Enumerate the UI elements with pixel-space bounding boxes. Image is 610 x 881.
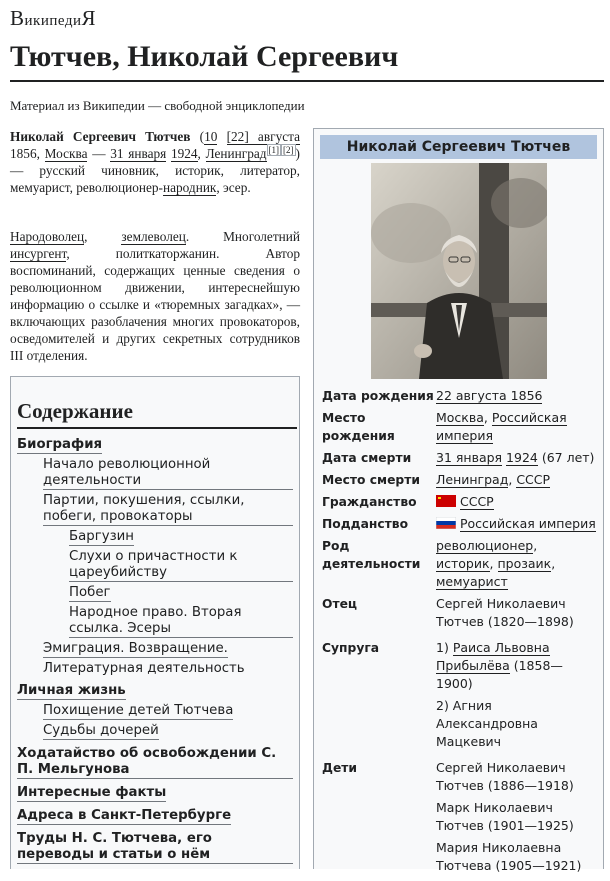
tagline: Материал из Википедии — свободной энциклопедии xyxy=(10,98,305,113)
link-revolutionary[interactable]: революционер xyxy=(436,538,534,553)
page-title: Тютчев, Николай Сергеевич xyxy=(10,40,399,73)
row-father xyxy=(320,593,597,637)
text-child-3: Мария Николаевна Тютчева (1905—1921) xyxy=(436,840,582,873)
link-insurgent[interactable]: инсургент xyxy=(10,246,67,261)
table-of-contents xyxy=(10,376,300,869)
row-citizenship xyxy=(320,491,597,513)
link-citizenship-ussr[interactable]: СССР xyxy=(460,494,494,509)
infobox-table xyxy=(320,385,597,881)
toc-item-works[interactable]: Труды Н. С. Тютчева, его переводы и статьи о нём xyxy=(17,831,293,864)
link-infobox-ussr[interactable]: СССР xyxy=(516,472,551,487)
link-birth-date[interactable]: [22] августа xyxy=(226,129,300,144)
text-child-1: Сергей Николаевич Тютчев (1886—1918) xyxy=(436,760,574,793)
text-description: ) — русский чиновник, историк, литератор, мемуарист, революционер- xyxy=(10,146,300,195)
text-end: , эсер. xyxy=(216,180,251,195)
site-logo-first: В xyxy=(10,6,25,30)
lead-name: Николай Сергеевич Тютчев xyxy=(10,129,191,144)
text-child-2: Марк Николаевич Тютчев (1901—1925) xyxy=(436,800,574,833)
label-birth-place: Место рождения xyxy=(322,411,395,443)
row-death-date xyxy=(320,447,597,469)
text-birth-year: 1856, xyxy=(10,146,45,161)
toc-item-facts[interactable]: Интересные факты xyxy=(17,785,167,800)
toc-item-escape[interactable]: Побег xyxy=(69,585,111,600)
toc-list xyxy=(17,437,293,864)
toc-item-revolution-start[interactable]: Начало революционной деятельности xyxy=(17,457,293,490)
text-sep: , xyxy=(84,229,122,244)
link-spouse-raisa[interactable]: Раиса Львовна Прибылёва xyxy=(436,640,550,673)
link-infobox-birth-date[interactable]: 22 августа 1856 xyxy=(436,388,543,403)
toc-title: Содержание xyxy=(17,399,297,429)
lead-paragraph-1: Николай Сергеевич Тютчев (10 [22] августа 1856, Москва — 31 января 1924, Ленинград [1] [2] ) — русский чиновник, историк, литератор, мемуарист, революционер-народник, эсер. xyxy=(10,129,300,195)
text-mid: . Многолетний xyxy=(185,229,300,244)
lead-paragraph-2 xyxy=(10,228,300,364)
toc-item-narodnoe-pravo[interactable]: Народное право. Вторая ссылка. Эсеры xyxy=(17,605,293,638)
link-subject-russian-empire[interactable]: Российская империя xyxy=(460,516,596,531)
row-birth-place xyxy=(320,407,597,447)
row-occupation: Род деятельности революционер, историк, прозаик, мемуарист xyxy=(320,535,597,593)
text-dash: — xyxy=(87,146,111,161)
sep-deathplace: , xyxy=(508,472,517,487)
label-occupation: Род деятельности xyxy=(322,539,421,571)
text-comma: , xyxy=(197,146,206,161)
label-birth-date: Дата рождения xyxy=(322,389,434,403)
ussr-flag-icon xyxy=(436,495,456,507)
toc-item-kidnapping[interactable]: Похищение детей Тютчева xyxy=(43,703,234,718)
link-infobox-moscow[interactable]: Москва xyxy=(436,410,484,425)
link-death-year[interactable]: 1924 xyxy=(170,146,198,161)
link-leningrad[interactable]: Ленинград xyxy=(205,146,267,161)
text-spouse-2: 2) Агния Александровна Мацкевич xyxy=(436,698,538,749)
link-narodovolets[interactable]: Народоволец xyxy=(10,229,85,244)
toc-item-parties[interactable]: Партии, покушения, ссылки, побеги, провокаторы xyxy=(17,493,293,526)
russian-empire-flag-icon xyxy=(436,517,456,529)
text-father: Сергей Николаевич Тютчев (1820—1898) xyxy=(436,596,574,629)
toc-item-daughters[interactable]: Судьбы дочерей xyxy=(43,723,159,738)
link-infobox-leningrad[interactable]: Ленинград xyxy=(436,472,509,487)
link-infobox-russian-empire[interactable]: Российская империя xyxy=(436,410,567,443)
link-prose-writer[interactable]: прозаик xyxy=(497,556,552,571)
row-subject xyxy=(320,513,597,535)
ref-1[interactable]: [1] xyxy=(268,144,280,155)
infobox-header: Николай Сергеевич Тютчев xyxy=(320,135,597,159)
link-memoirist[interactable]: мемуарист xyxy=(436,574,508,589)
site-logo[interactable] xyxy=(10,6,96,31)
label-death-place: Место смерти xyxy=(322,473,420,487)
toc-item-rumors[interactable]: Слухи о причастности к цареубийству xyxy=(17,549,293,582)
toc-item-petition[interactable]: Ходатайство об освобождении С. П. Мельгунова xyxy=(17,746,293,779)
row-death-place xyxy=(320,469,597,491)
infobox xyxy=(313,128,604,873)
link-zemlevolets[interactable]: землеволец xyxy=(121,229,186,244)
toc-item-addresses[interactable]: Адреса в Санкт-Петербурге xyxy=(17,808,232,823)
label-children: Дети xyxy=(322,761,358,775)
link-infobox-death-year[interactable]: 1924 xyxy=(506,450,538,465)
link-moscow[interactable]: Москва xyxy=(44,146,88,161)
title-divider xyxy=(10,80,604,82)
toc-item-barguzin[interactable]: Баргузин xyxy=(69,529,134,544)
text-age: (67 лет) xyxy=(537,450,595,465)
site-logo-last: Я xyxy=(81,6,97,30)
toc-item-literary[interactable]: Литературная деятельность xyxy=(43,661,245,676)
sep-birthplace: , xyxy=(483,410,492,425)
link-death-date[interactable]: 31 января xyxy=(110,146,167,161)
label-citizenship: Гражданство xyxy=(322,495,417,509)
label-death-date: Дата смерти xyxy=(322,451,412,465)
row-spouse: Супруга 1) Раиса Львовна Прибылёва (1858—1900) 2) Агния Александровна Мацкевич xyxy=(320,637,597,757)
toc-item-biography[interactable]: Биография xyxy=(17,437,103,452)
link-old-style-date[interactable]: 10 xyxy=(204,129,218,144)
label-father: Отец xyxy=(322,597,358,611)
toc-item-emigration[interactable]: Эмиграция. Возвращение. xyxy=(43,641,228,656)
link-infobox-death-date[interactable]: 31 января xyxy=(436,450,503,465)
row-children xyxy=(320,757,597,881)
ref-2[interactable]: [2] xyxy=(283,144,294,155)
row-birth-date xyxy=(320,385,597,407)
site-logo-middle: икипеди xyxy=(24,13,82,29)
label-spouse: Супруга xyxy=(322,641,380,655)
label-subject: Подданство xyxy=(322,517,409,531)
link-narodnik[interactable]: народник xyxy=(163,180,217,195)
text-rest: , политкаторжанин. Автор воспоминаний, содержащих ценные сведения о революционном движении, интереснейшую информацию о ссылке и «тюремных загадках», — включающих разоблачения многих провокаторов, осведомителей и других секретных сотрудников III отделения. xyxy=(10,246,300,363)
link-historian[interactable]: историк xyxy=(436,556,490,571)
toc-item-personal-life[interactable]: Личная жизнь xyxy=(17,683,126,698)
portrait-photo[interactable] xyxy=(371,163,547,379)
